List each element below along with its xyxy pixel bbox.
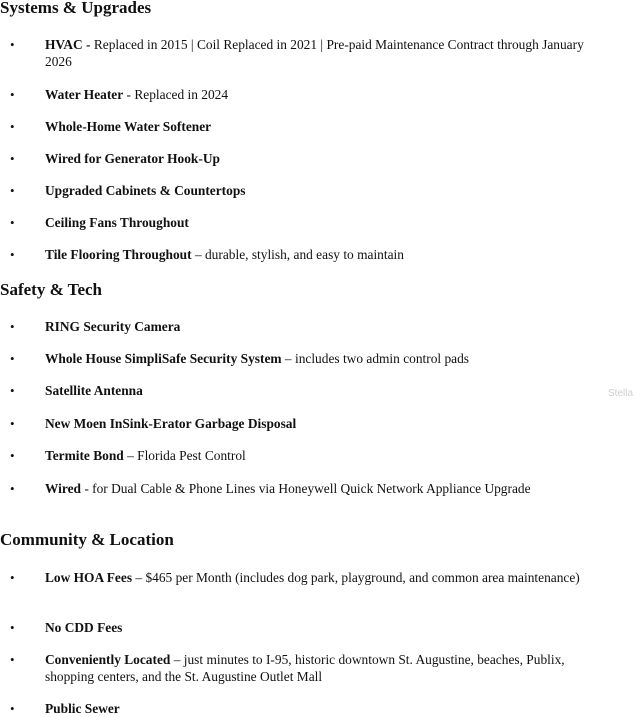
- item-detail: - Replaced in 2024: [123, 87, 229, 102]
- item-detail: – Florida Pest Control: [123, 448, 246, 463]
- item-title: New Moen InSink-Erator Garbage Disposal: [45, 416, 297, 431]
- item-title: Public Sewer: [45, 701, 120, 716]
- item-title: Wired: [45, 481, 81, 496]
- bullet-icon: •: [10, 652, 15, 667]
- bullet-icon: •: [10, 37, 15, 52]
- bullet-icon: •: [10, 620, 15, 635]
- section-heading-safety: Safety & Tech: [0, 280, 102, 299]
- bullet-icon: •: [10, 383, 15, 398]
- item-title: Tile Flooring Throughout: [45, 247, 192, 262]
- bullet-icon: •: [10, 570, 15, 585]
- item-title: Wired for Generator Hook-Up: [45, 151, 220, 166]
- watermark: Stella: [608, 388, 634, 399]
- bullet-icon: •: [10, 701, 15, 716]
- item-title: Ceiling Fans Throughout: [45, 215, 189, 230]
- item-title: RING Security Camera: [45, 319, 181, 334]
- bullet-icon: •: [10, 319, 15, 334]
- item-detail: – $465 per Month (includes dog park, playground, and common area maintenance): [132, 570, 580, 585]
- item-title: Whole-Home Water Softener: [45, 119, 212, 134]
- bullet-icon: •: [10, 215, 15, 230]
- item-title: HVAC -: [45, 37, 91, 52]
- item-title: Upgraded Cabinets & Countertops: [45, 183, 246, 198]
- bullet-icon: •: [10, 183, 15, 198]
- bullet-icon: •: [10, 351, 15, 366]
- bullet-icon: •: [10, 87, 15, 102]
- item-detail: – durable, stylish, and easy to maintain: [191, 247, 404, 262]
- section-heading-community: Community & Location: [0, 530, 174, 549]
- bullet-icon: •: [10, 416, 15, 431]
- bullet-icon: •: [10, 481, 15, 496]
- bullet-icon: •: [10, 119, 15, 134]
- item-title: Low HOA Fees: [45, 570, 133, 585]
- item-title: Conveniently Located: [45, 652, 171, 667]
- section-heading-systems: Systems & Upgrades: [0, 0, 152, 17]
- item-title: No CDD Fees: [45, 620, 123, 635]
- bullet-icon: •: [10, 151, 15, 166]
- item-title: Termite Bond: [45, 448, 124, 463]
- item-detail: Replaced in 2015 | Coil Replaced in 2021 | Pre-paid Maintenance Contract through January 2026: [45, 37, 584, 69]
- item-title: Satellite Antenna: [45, 383, 143, 398]
- item-title: Whole House SimpliSafe Security System: [45, 351, 282, 366]
- item-detail: – includes two admin control pads: [281, 351, 470, 366]
- item-title: Water Heater: [45, 87, 124, 102]
- item-detail: – just minutes to I-95, historic downtown St. Augustine, beaches, Publix, shopping centers, and the St. Augustine Outlet Mall: [45, 652, 565, 684]
- bullet-icon: •: [10, 247, 15, 262]
- item-detail: - for Dual Cable & Phone Lines via Honeywell Quick Network Appliance Upgrade: [80, 481, 531, 496]
- bullet-icon: •: [10, 448, 15, 463]
